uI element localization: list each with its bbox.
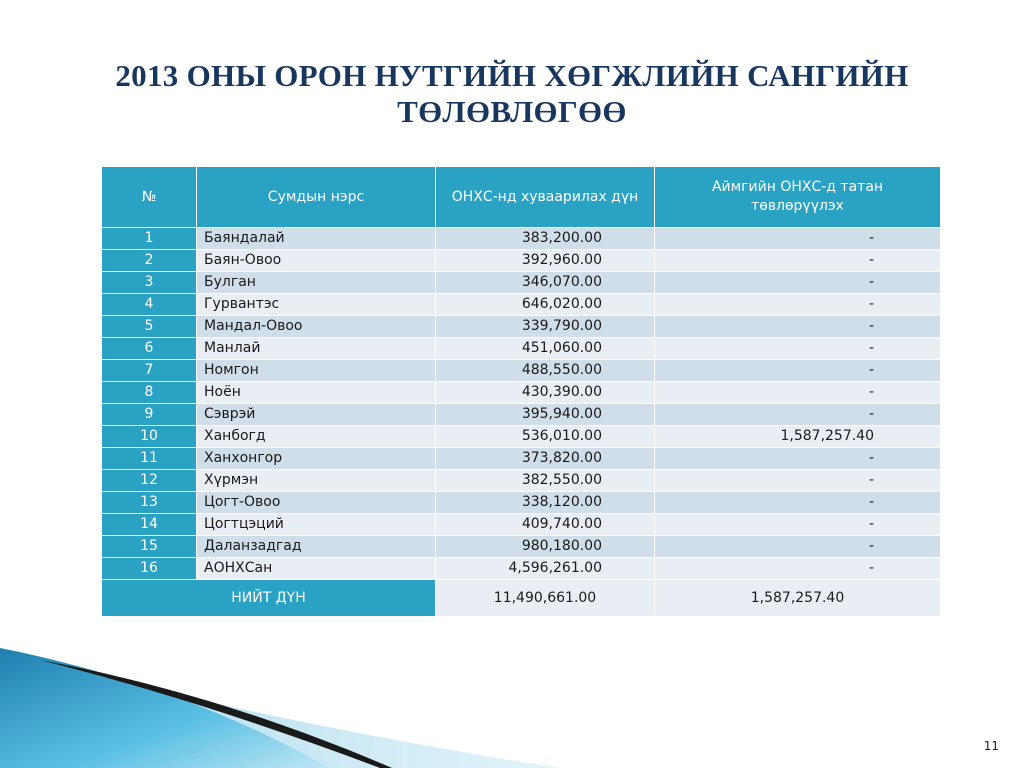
row-number: 9 — [102, 404, 197, 426]
allocation-cell: 451,060.00 — [436, 338, 655, 360]
centralized-cell: - — [655, 536, 941, 558]
row-number: 8 — [102, 382, 197, 404]
soum-name-cell: АОНХСан — [197, 558, 436, 580]
soum-name-cell: Баяндалай — [197, 228, 436, 250]
soum-name-cell: Номгон — [197, 360, 436, 382]
row-number: 15 — [102, 536, 197, 558]
centralized-cell: 1,587,257.40 — [655, 426, 941, 448]
soum-name-cell: Баян-Овоо — [197, 250, 436, 272]
soum-name-cell: Хүрмэн — [197, 470, 436, 492]
soum-name-cell: Даланзадгад — [197, 536, 436, 558]
allocation-cell: 392,960.00 — [436, 250, 655, 272]
centralized-cell: - — [655, 514, 941, 536]
row-number: 14 — [102, 514, 197, 536]
row-number: 16 — [102, 558, 197, 580]
allocation-cell: 488,550.00 — [436, 360, 655, 382]
row-number: 12 — [102, 470, 197, 492]
soum-name-cell: Ноён — [197, 382, 436, 404]
soum-name-cell: Цогтцэций — [197, 514, 436, 536]
row-number: 5 — [102, 316, 197, 338]
soum-name-cell: Булган — [197, 272, 436, 294]
soum-name-cell: Цогт-Овоо — [197, 492, 436, 514]
page-number: 11 — [983, 739, 999, 753]
swoosh-blue-band — [0, 648, 330, 768]
row-number: 11 — [102, 448, 197, 470]
row-number: 7 — [102, 360, 197, 382]
centralized-cell: - — [655, 360, 941, 382]
slide-title-line-2: ТӨЛӨВЛӨГӨӨ — [397, 94, 627, 129]
allocation-cell: 536,010.00 — [436, 426, 655, 448]
centralized-cell: - — [655, 316, 941, 338]
soum-name-cell: Манлай — [197, 338, 436, 360]
centralized-cell: - — [655, 294, 941, 316]
allocation-cell: 383,200.00 — [436, 228, 655, 250]
allocation-cell: 980,180.00 — [436, 536, 655, 558]
total-allocation: 11,490,661.00 — [436, 580, 655, 617]
centralized-cell: - — [655, 228, 941, 250]
soum-name-cell: Ханбогд — [197, 426, 436, 448]
header-number: № — [102, 167, 197, 228]
row-number: 6 — [102, 338, 197, 360]
allocation-cell: 373,820.00 — [436, 448, 655, 470]
total-label: НИЙТ ДҮН — [102, 580, 436, 617]
soum-name-cell: Гурвантэс — [197, 294, 436, 316]
slide-title-line-1: 2013 ОНЫ ОРОН НУТГИЙН ХӨГЖЛИЙН САНГИЙН — [115, 58, 909, 93]
soum-name-cell: Сэврэй — [197, 404, 436, 426]
centralized-cell: - — [655, 448, 941, 470]
row-number: 3 — [102, 272, 197, 294]
centralized-cell: - — [655, 470, 941, 492]
allocation-cell: 338,120.00 — [436, 492, 655, 514]
header-soum-name: Сумдын нэрс — [197, 167, 436, 228]
allocation-cell: 382,550.00 — [436, 470, 655, 492]
centralized-cell: - — [655, 272, 941, 294]
soum-name-cell: Мандал-Овоо — [197, 316, 436, 338]
allocation-cell: 346,070.00 — [436, 272, 655, 294]
header-centralized: Аймгийн ОНХС-д татан төвлөрүүлэх — [655, 167, 941, 228]
allocation-cell: 430,390.00 — [436, 382, 655, 404]
centralized-cell: - — [655, 492, 941, 514]
row-number: 2 — [102, 250, 197, 272]
centralized-cell: - — [655, 382, 941, 404]
row-number: 10 — [102, 426, 197, 448]
row-number: 4 — [102, 294, 197, 316]
centralized-cell: - — [655, 558, 941, 580]
allocation-cell: 395,940.00 — [436, 404, 655, 426]
header-allocation: ОНХС-нд хуваарилах дүн — [436, 167, 655, 228]
centralized-cell: - — [655, 250, 941, 272]
allocation-cell: 339,790.00 — [436, 316, 655, 338]
allocation-cell: 646,020.00 — [436, 294, 655, 316]
centralized-cell: - — [655, 338, 941, 360]
total-centralized: 1,587,257.40 — [655, 580, 941, 617]
centralized-cell: - — [655, 404, 941, 426]
row-number: 13 — [102, 492, 197, 514]
soum-name-cell: Ханхонгор — [197, 448, 436, 470]
row-number: 1 — [102, 228, 197, 250]
allocation-cell: 4,596,261.00 — [436, 558, 655, 580]
allocation-cell: 409,740.00 — [436, 514, 655, 536]
